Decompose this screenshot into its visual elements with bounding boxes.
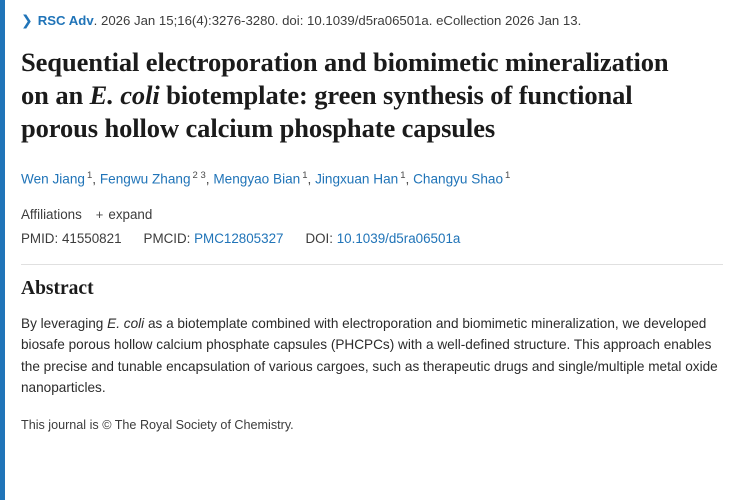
citation-line [21,10,728,30]
doi-label: DOI: [305,230,333,246]
title-part-2: biotemplate: green synthesis of functional porous hollow calcium phosphate capsules [21,80,633,143]
doi-link[interactable]: 10.1039/d5ra06501a [336,230,461,246]
author-separator: , [92,171,100,187]
journal-link[interactable]: RSC Adv [37,13,94,28]
abstract-part-1: By leveraging [21,315,108,331]
article-page [5,0,750,500]
pmcid-link[interactable]: PMC12805327 [194,230,284,246]
copyright-notice: This journal is © The Royal Society of Chemistry. [21,417,294,432]
identifier-row [21,231,728,246]
abstract-text [21,313,728,399]
author-affiliation-marker: 1 [86,170,93,181]
pmcid-group [144,231,284,246]
author-affiliation-marker: 1 [302,170,308,181]
author-link[interactable]: Mengyao Bian [213,171,301,187]
pmid-label: PMID: [21,230,59,246]
affiliations-row [21,207,728,222]
author-link[interactable]: Fengwu Zhang [99,171,191,187]
abstract-part-2: as a biotemplate combined with electroporation and biomimetic mineralization, we developed biosafe porous hollow calcium phosphate capsules (PHCPCs) with a well-defined structure. This approach enables the precise and tunable encapsulation of various cargoes, such as therapeutic drugs and single/multiple metal oxide nanoparticles. [21,315,718,396]
title-italic-species: E. coli [89,80,160,110]
author-link[interactable]: Wen Jiang [21,171,85,187]
pmcid-label: PMCID: [143,230,191,246]
citation-details: . 2026 Jan 15;16(4):3276-3280. doi: 10.1039/d5ra06501a. eCollection 2026 Jan 13. [93,13,582,28]
title-part-1: Sequential electroporation and biomimetic mineralization on an [21,47,669,110]
page-title [21,46,681,145]
author-separator: , [307,171,316,187]
section-divider [21,264,723,265]
affiliations-label: Affiliations [21,206,82,222]
pmid-value: 41550821 [61,230,122,246]
doi-group [305,231,460,246]
author-affiliation-marker: 1 [505,170,511,181]
author-affiliation-marker: 1 [400,170,406,181]
abstract-heading: Abstract [21,277,94,299]
author-link[interactable]: Jingxuan Han [315,171,399,187]
expand-label: expand [108,206,153,222]
expand-affiliations-button[interactable] [96,207,153,222]
abstract-italic-species: E. coli [107,315,145,331]
plus-icon: + [95,206,104,222]
author-link[interactable]: Changyu Shao [413,171,504,187]
author-affiliation-marker: 2 3 [192,170,206,181]
pmid-group [21,231,122,246]
chevron-right-icon[interactable]: ❯ [21,13,33,29]
author-separator: , [405,171,414,187]
author-separator: , [205,171,214,187]
author-list [21,166,728,190]
